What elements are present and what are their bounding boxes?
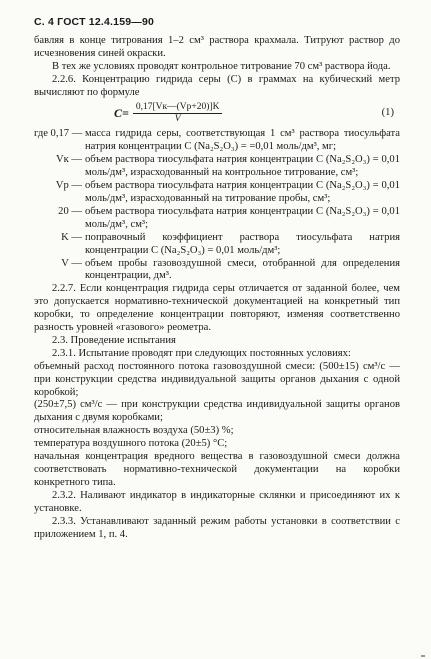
definitions-list [34, 128, 400, 283]
paragraph: В тех же условиях проводят контрольное титрование 70 см³ раствора йода. [52, 60, 391, 72]
definition-symbol: где 0,17 — [34, 128, 83, 140]
definition-symbol: 20 — [58, 205, 82, 217]
paragraph: бавляя в конце титрования 1–2 см³ раствора крахмала. Титруют раствор до исчезновения синей окраски. [34, 34, 400, 59]
definition-text: объем раствора тиосульфата натрия концентрации С (Na₂S₂O₃) = 0,01 моль/дм³, израсходованный на титрование пробы, см³; [85, 180, 400, 204]
definition-symbol: Vр — [55, 180, 82, 192]
definition-text: поправочный коэффициент раствора тиосульфата натрия концентрации С (Na₂S₂O₃) = 0,01 моль/дм³; [85, 231, 400, 256]
page-header: С. 4 ГОСТ 12.4.159—90 [34, 16, 155, 28]
formula-fraction [133, 102, 223, 125]
section-heading: 2.3. Проведение испытания [52, 334, 176, 346]
scan-mark [421, 655, 425, 657]
paragraph: 2.3.3. Устанавливают заданный режим работы установки в соответствии с приложением 1, п. 4. [34, 515, 400, 540]
definition-text: объем раствора тиосульфата натрия концентрации С (Na₂S₂O₃) = 0,01 моль/дм³, израсходованный на контрольное титрование, см³; [85, 154, 400, 179]
formula-lhs: С= [114, 105, 129, 120]
paragraph: 2.3.1. Испытание проводят при следующих постоянных условиях: [52, 347, 351, 359]
paragraph: начальная концентрация вредного вещества в газовоздушной смеси должна соответствовать нормативно-технической документации на коробки конкретного типа. [34, 451, 400, 488]
formula-numerator: 0,17[Vк—(Vр+20)]K [133, 102, 223, 114]
document-page [34, 16, 400, 541]
formula-denominator: V [174, 113, 181, 124]
formula [34, 100, 400, 126]
definition-symbol: K — [61, 231, 82, 243]
paragraph: относительная влажность воздуха (50±3) %; [34, 425, 234, 437]
paragraph: 2.2.6. Концентрацию гидрида серы (С) в граммах на кубический метр вычисляют по формуле [34, 73, 400, 98]
definition-item [34, 154, 400, 180]
definition-item [34, 180, 400, 206]
paragraph: 2.3.2. Наливают индикатор в индикаторные склянки и присоединяют их к установке. [34, 489, 400, 514]
paragraph: температура воздушного потока (20±5) °С; [34, 438, 228, 450]
definition-item [34, 128, 400, 154]
formula-number: (1) [381, 106, 394, 118]
paragraph: (250±7,5) см³/с — при конструкции средства индивидуальной защиты органов дыхания с двумя коробками; [34, 399, 400, 424]
definition-symbol: Vк — [55, 154, 82, 166]
definition-item [34, 232, 400, 258]
definition-text: масса гидрида серы, соответствующая 1 см³ раствора тиосульфата натрия концентрации С (Na₂S₂O₃) = =0,01 моль/дм³, мг; [85, 128, 400, 153]
definition-item [34, 206, 400, 232]
paragraph: 2.2.7. Если концентрация гидрида серы отличается от заданной более, чем это допускается нормативно-технической документацией на конкретный тип коробки, то определение концентрации повторяют, изменяя соответственно разность уровней «газового» реометра. [34, 283, 400, 334]
definition-text: объем раствора тиосульфата натрия концентрации С (Na₂S₂O₃) = 0,01 моль/дм³, см³; [85, 205, 400, 230]
definition-text: объем пробы газовоздушной смеси, отобранной для определения концентрации, дм³. [85, 257, 400, 282]
paragraph: объемный расход постоянного потока газовоздушной смеси: (500±15) см³/с — при конструкции средства индивидуальной защиты органов дыхания с одной коробкой; [34, 360, 400, 398]
definition-item [34, 258, 400, 284]
definition-symbol: V — [61, 257, 82, 269]
